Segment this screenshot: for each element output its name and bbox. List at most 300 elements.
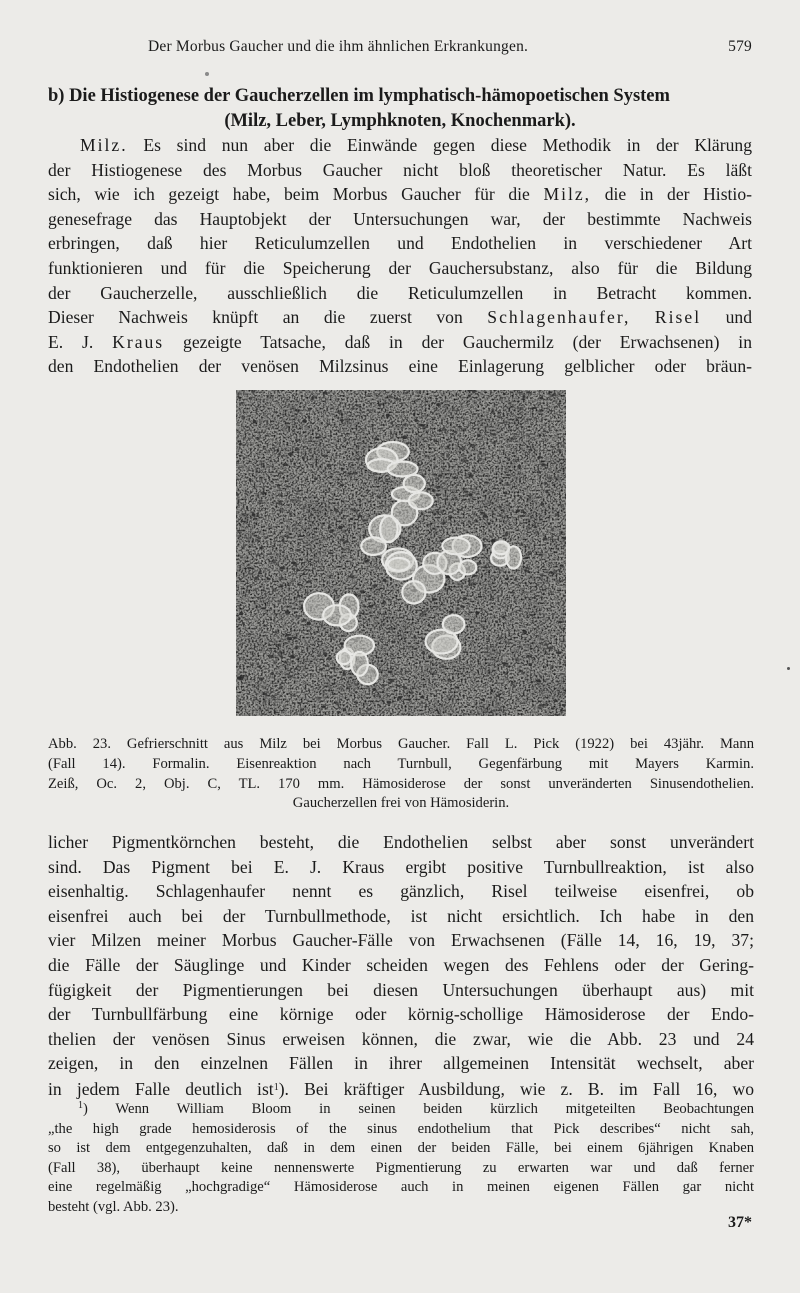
nucleus-speck [358,515,362,518]
nucleus-speck [274,650,277,652]
nucleus-speck [380,625,382,627]
nucleus-speck [366,439,368,442]
nucleus-speck [295,645,299,648]
nucleus-speck [511,582,515,584]
nucleus-speck [268,528,273,529]
page-number: 579 [728,38,752,55]
nucleus-speck [539,434,542,436]
nucleus-speck [373,684,375,686]
nucleus-speck [347,680,349,683]
nucleus-speck [425,699,429,700]
nucleus-speck [273,619,276,620]
nucleus-speck [299,558,301,561]
nucleus-speck [515,703,517,705]
nucleus-speck [447,679,451,682]
nucleus-speck [439,429,442,432]
nucleus-speck [274,710,276,714]
nucleus-speck [429,655,432,658]
nucleus-speck [530,448,532,451]
nucleus-speck [239,578,242,580]
nucleus-speck [366,559,370,562]
nucleus-speck [294,668,298,670]
nucleus-speck [467,424,469,426]
nucleus-speck [366,396,371,397]
nucleus-speck [436,403,441,406]
caption-line: Zeiß, Oc. 2, Obj. C, TL. 170 mm. Hämosiderose der sonst unveränderten Sinusendothelien. [48,775,754,792]
nucleus-speck [479,510,483,511]
nucleus-speck [456,599,459,602]
nucleus-speck [504,516,506,519]
nucleus-speck [328,552,333,554]
nucleus-speck [242,513,247,515]
nucleus-speck [259,677,263,680]
nucleus-speck [335,590,337,593]
gaucher-cell [337,651,351,664]
caption-line: Abb. 23. Gefrierschnitt aus Milz bei Morbus Gaucher. Fall L. Pick (1922) bei 43jähr. Mann [48,736,754,752]
nucleus-speck [262,466,265,468]
nucleus-speck [340,518,345,519]
nucleus-speck [530,614,535,616]
nucleus-speck [328,690,333,691]
nucleus-speck [555,513,560,516]
footnote-marker: 1 [78,1100,83,1111]
nucleus-speck [278,502,283,505]
nucleus-speck [287,583,289,586]
nucleus-speck [289,533,292,535]
nucleus-speck [260,463,262,466]
nucleus-speck [436,709,438,712]
nucleus-speck [269,648,272,649]
nucleus-speck [563,628,566,630]
nucleus-speck [445,578,450,579]
nucleus-speck [557,442,562,444]
nucleus-speck [293,523,295,526]
nucleus-speck [541,463,546,466]
text-line: vier Milzen meiner Morbus Gaucher-Fälle von Erwachsenen (Fälle 14, 16, 19, 37; [48,930,754,951]
nucleus-speck [493,648,495,650]
nucleus-speck [359,520,361,521]
gaucher-cell [409,492,433,509]
nucleus-speck [525,585,528,586]
nucleus-speck [263,446,266,447]
nucleus-speck [292,695,295,696]
text-line: eisenhaltig. Schlagenhaufer nennt es gänzlich, Risel teilweise eisenfrei, ob [48,881,754,902]
nucleus-speck [502,616,506,618]
nucleus-speck [420,696,424,699]
nucleus-speck [335,509,338,512]
nucleus-speck [304,569,309,570]
nucleus-speck [343,678,345,680]
nucleus-speck [472,470,475,472]
nucleus-speck [287,637,290,640]
nucleus-speck [395,664,400,665]
nucleus-speck [369,612,372,614]
nucleus-speck [435,509,440,511]
nucleus-speck [302,619,306,621]
nucleus-speck [279,687,282,690]
nucleus-speck [518,392,521,393]
nucleus-speck [243,457,247,459]
nucleus-speck [282,414,285,416]
nucleus-speck [400,415,402,418]
nucleus-speck [323,652,327,655]
nucleus-speck [526,655,531,658]
nucleus-speck [525,520,527,521]
nucleus-speck [450,696,452,699]
text-line: die Fälle der Säuglinge und Kinder scheiden wegen des Fehlens oder der Gering- [48,954,754,975]
nucleus-speck [267,578,271,580]
nucleus-speck [292,568,295,570]
nucleus-speck [301,452,303,454]
nucleus-speck [253,518,257,520]
nucleus-speck [538,701,542,702]
nucleus-speck [545,666,547,669]
nucleus-speck [360,591,365,594]
nucleus-speck [256,470,258,472]
nucleus-speck [526,391,531,393]
nucleus-speck [289,494,293,496]
nucleus-speck [445,498,448,500]
nucleus-speck [249,415,252,417]
nucleus-speck [521,509,524,512]
nucleus-speck [344,438,347,441]
nucleus-speck [366,686,370,688]
nucleus-speck [416,540,418,543]
nucleus-speck [316,631,318,632]
nucleus-speck [540,502,544,506]
nucleus-speck [337,521,340,523]
nucleus-speck [478,596,483,598]
nucleus-speck [431,403,433,405]
nucleus-speck [492,442,496,444]
nucleus-speck [243,546,245,549]
nucleus-speck [488,522,491,525]
nucleus-speck [281,535,286,537]
nucleus-speck [402,419,405,420]
nucleus-speck [336,595,340,597]
nucleus-speck [483,648,487,649]
nucleus-speck [499,708,502,710]
nucleus-speck [470,497,475,499]
nucleus-speck [332,667,336,670]
nucleus-speck [248,571,250,574]
nucleus-speck [372,472,377,475]
section-heading-line-2: (Milz, Leber, Lymphknoten, Knochenmark). [224,111,576,131]
running-head-title: Der Morbus Gaucher und die ihm ähnlichen Erkrankungen. [148,38,529,55]
nucleus-speck [402,537,405,540]
nucleus-speck [452,677,454,680]
nucleus-speck [548,647,553,650]
micrograph-figure [236,390,566,716]
nucleus-speck [412,527,417,528]
nucleus-speck [546,490,548,493]
nucleus-speck [404,392,408,394]
nucleus-speck [487,671,491,674]
nucleus-speck [479,451,481,454]
nucleus-speck [523,701,526,703]
nucleus-speck [429,447,432,449]
nucleus-speck [545,703,548,706]
nucleus-speck [286,497,288,499]
nucleus-speck [498,663,501,665]
nucleus-speck [521,672,526,674]
nucleus-speck [506,474,510,476]
nucleus-speck [526,554,529,557]
nucleus-speck [525,522,528,524]
nucleus-speck [408,441,410,444]
nucleus-speck [525,582,527,585]
nucleus-speck [555,477,558,480]
nucleus-speck [238,500,240,503]
nucleus-speck [281,651,283,654]
footnote-line: eine regelmäßig „hochgradige“ Hämosiderose auch in meinen eigenen Fällen gar nicht [48,1179,754,1196]
nucleus-speck [428,524,432,526]
footnote-ref[interactable]: 1 [273,1081,279,1093]
section-heading-line-1: b) Die Histiogenese der Gaucherzellen im lymphatisch-hämopoetischen System [48,86,670,106]
text-line: genesefrage das Hauptobjekt der Untersuchungen war, der bestimmte Nachweis [48,208,752,229]
nucleus-speck [539,554,543,556]
text-line: zeigen, in den einzelnen Fällen in ihrer allgemeinen Intensität wechselt, aber [48,1053,754,1074]
nucleus-speck [271,481,274,483]
gaucher-cell [361,537,386,555]
nucleus-speck [266,423,268,426]
nucleus-speck [340,539,345,541]
nucleus-speck [550,394,554,397]
nucleus-speck [378,478,380,480]
nucleus-speck [446,455,449,458]
nucleus-speck [254,589,257,590]
nucleus-speck [270,672,274,675]
nucleus-speck [421,512,423,515]
nucleus-speck [462,499,466,501]
nucleus-speck [540,574,543,577]
nucleus-speck [251,541,253,544]
nucleus-speck [313,510,317,511]
nucleus-speck [297,702,302,703]
nucleus-speck [463,651,468,654]
caption-line: (Fall 14). Formalin. Eisenreaktion nach Turnbull, Gegenfärbung mit Mayers Karmin. [48,755,754,772]
nucleus-speck [545,467,547,469]
nucleus-speck [424,401,427,402]
nucleus-speck [435,398,438,400]
nucleus-speck [309,559,313,560]
nucleus-speck [302,456,305,459]
nucleus-speck [477,562,481,565]
nucleus-speck [413,461,417,462]
gaucher-cell [323,605,351,625]
nucleus-speck [256,663,259,664]
nucleus-speck [483,566,488,568]
nucleus-speck [259,570,262,572]
footnote-line: $^1$) Wenn William Bloom in seinen beiden kürzlich mitgeteilten Beobachtungen [78,1100,754,1117]
nucleus-speck [491,710,493,711]
nucleus-speck [539,496,541,498]
nucleus-speck [316,460,318,463]
nucleus-speck [477,434,481,437]
nucleus-speck [272,560,276,563]
nucleus-speck [499,506,502,509]
nucleus-speck [456,482,459,483]
nucleus-speck [284,665,286,667]
nucleus-speck [364,702,367,705]
nucleus-speck [518,465,521,469]
nucleus-speck [354,401,356,402]
nucleus-speck [395,398,399,401]
nucleus-speck [540,484,542,487]
nucleus-speck [519,407,523,410]
nucleus-speck [363,534,366,537]
nucleus-speck [258,500,262,503]
nucleus-speck [426,431,428,433]
nucleus-speck [497,568,500,569]
nucleus-speck [340,484,345,486]
nucleus-speck [295,409,297,411]
nucleus-speck [550,594,554,595]
nucleus-speck [484,481,488,483]
nucleus-speck [266,444,271,445]
nucleus-speck [391,658,395,660]
nucleus-speck [402,543,404,545]
nucleus-speck [329,575,331,578]
nucleus-speck [559,497,561,498]
nucleus-speck [246,506,248,509]
nucleus-speck [246,491,250,493]
nucleus-speck [497,694,500,697]
nucleus-speck [513,459,518,460]
nucleus-speck [321,706,326,708]
nucleus-speck [470,444,475,447]
nucleus-speck [251,390,255,393]
nucleus-speck [535,531,539,534]
nucleus-speck [325,489,327,491]
nucleus-speck [296,399,298,401]
nucleus-speck [488,584,490,586]
nucleus-speck [240,521,244,522]
nucleus-speck [297,595,301,598]
nucleus-speck [426,550,429,551]
nucleus-speck [245,674,247,677]
nucleus-speck [528,663,532,666]
nucleus-speck [512,685,516,687]
nucleus-speck [534,596,536,599]
nucleus-speck [460,459,465,462]
nucleus-speck [381,505,385,507]
nucleus-speck [389,627,393,631]
nucleus-speck [344,708,346,711]
nucleus-speck [491,408,494,411]
nucleus-speck [536,679,540,682]
nucleus-speck [285,485,290,487]
nucleus-speck [282,467,285,469]
nucleus-speck [308,408,311,412]
nucleus-speck [481,699,485,701]
nucleus-speck [400,669,402,672]
nucleus-speck [381,495,385,497]
nucleus-speck [406,411,409,413]
nucleus-speck [474,519,479,523]
nucleus-speck [238,393,242,395]
nucleus-speck [428,488,431,491]
gaucher-cell [443,615,465,633]
nucleus-speck [359,613,364,614]
nucleus-speck [294,612,297,614]
nucleus-speck [357,445,359,449]
nucleus-speck [300,708,303,711]
nucleus-speck [297,584,301,586]
nucleus-speck [522,568,527,570]
nucleus-speck [293,636,298,639]
nucleus-speck [280,682,285,684]
nucleus-speck [249,478,252,482]
nucleus-speck [297,549,300,552]
footnote-line: so ist dem entgegenzuhalten, daß in dem einen der beiden Fälle, bei einem 6jährigen Knaben [48,1140,754,1157]
nucleus-speck [238,466,242,468]
nucleus-speck [464,490,468,492]
text-line: Dieser Nachweis knüpft an die zuerst von Schlagenhaufer, Risel und [48,307,752,328]
nucleus-speck [388,396,392,397]
nucleus-speck [549,396,551,399]
nucleus-speck [351,407,356,410]
nucleus-speck [382,700,384,702]
nucleus-speck [350,498,354,500]
nucleus-speck [504,687,506,689]
footnote-line: „the high grade hemosiderosis of the sinus endothelium that Pick describes“ nicht sah, [48,1120,754,1137]
nucleus-speck [329,676,333,679]
nucleus-speck [311,514,314,516]
nucleus-speck [308,416,310,419]
nucleus-speck [558,490,561,492]
nucleus-speck [366,710,368,713]
nucleus-speck [513,601,516,603]
nucleus-speck [268,655,273,658]
nucleus-speck [346,433,350,435]
nucleus-speck [530,576,533,578]
nucleus-speck [247,585,250,587]
nucleus-speck [335,400,337,401]
nucleus-speck [413,449,417,452]
nucleus-speck [563,692,566,694]
nucleus-speck [238,554,240,557]
nucleus-speck [336,417,340,418]
nucleus-speck [381,641,384,642]
nucleus-speck [246,589,248,592]
nucleus-speck [465,460,469,462]
nucleus-speck [257,512,259,516]
nucleus-speck [306,478,308,480]
nucleus-speck [457,417,459,418]
nucleus-speck [535,684,537,685]
nucleus-speck [238,618,240,620]
nucleus-speck [374,584,378,587]
nucleus-speck [551,535,554,538]
nucleus-speck [465,641,467,644]
nucleus-speck [259,597,264,599]
nucleus-speck [398,635,403,636]
nucleus-speck [293,463,296,465]
nucleus-speck [290,637,292,640]
nucleus-speck [512,452,515,454]
nucleus-speck [484,490,487,492]
nucleus-speck [388,671,393,674]
nucleus-speck [535,470,539,472]
nucleus-speck [452,406,455,409]
nucleus-speck [286,535,290,538]
nucleus-speck [554,570,557,573]
nucleus-speck [317,641,322,643]
nucleus-speck [338,707,340,709]
nucleus-speck [551,707,555,709]
gaucher-cell [380,516,397,542]
